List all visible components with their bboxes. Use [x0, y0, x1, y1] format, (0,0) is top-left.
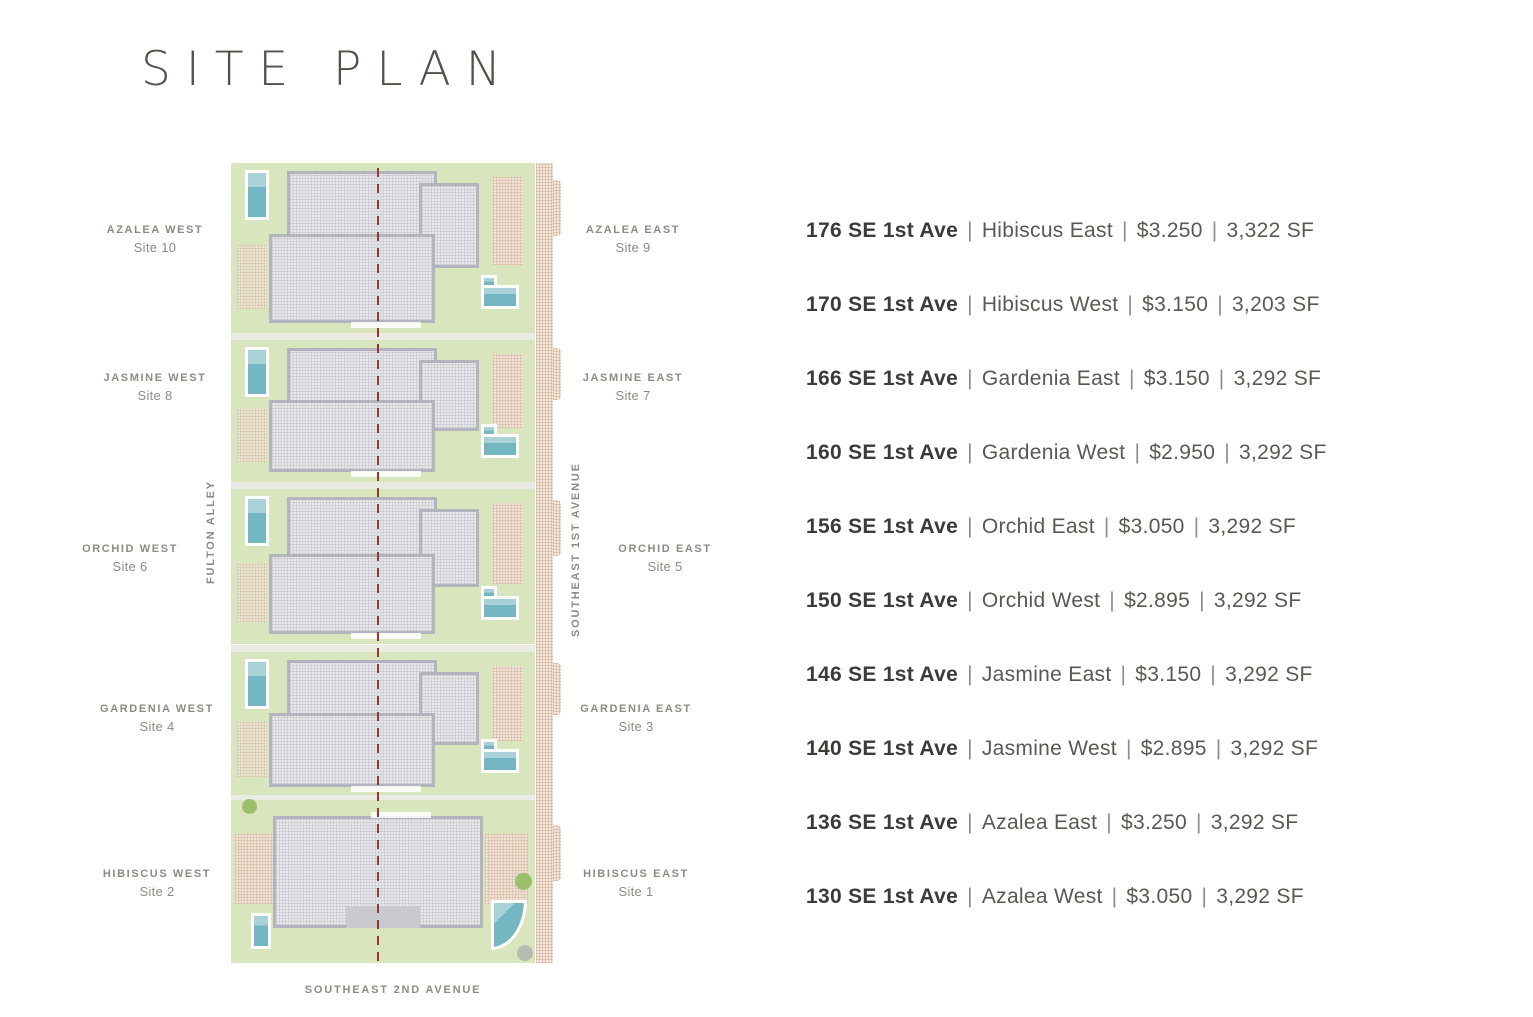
pool-east	[481, 586, 519, 620]
listing-address: 170 SE 1st Ave	[806, 293, 959, 316]
site-label-name: HIBISCUS EAST	[583, 868, 689, 880]
listing-separator: |	[1224, 441, 1230, 464]
paver-patch	[493, 354, 523, 428]
listing-square-footage: 3,292 SF	[1213, 589, 1302, 612]
site-label-name: AZALEA EAST	[585, 224, 681, 236]
street-label-southeast-1st-avenue: SOUTHEAST 1ST AVENUE	[570, 462, 582, 637]
site-label-number: Site 2	[139, 884, 175, 899]
pool-east-base	[481, 749, 519, 773]
site-label-number: Site 1	[618, 884, 654, 899]
property-divider-line	[377, 168, 379, 963]
listing-separator: |	[1218, 367, 1225, 390]
listing-address: 156 SE 1st Ave	[806, 515, 959, 538]
listing-square-footage: 3,292 SF	[1230, 737, 1319, 760]
walkway-strip	[371, 812, 431, 818]
listing-separator: |	[967, 811, 973, 834]
listing-separator: |	[967, 885, 973, 908]
listing-row	[806, 514, 1296, 540]
building-footprint-south	[269, 713, 435, 787]
listing-row	[806, 810, 1298, 836]
listing-price: $2.950	[1149, 441, 1216, 464]
tree-icon	[515, 873, 532, 890]
listing-separator: |	[1210, 663, 1217, 686]
listing-separator: |	[1111, 885, 1118, 908]
walkway-strip	[351, 786, 421, 792]
site-label-azalea-west	[50, 224, 260, 255]
listing-separator: |	[1196, 811, 1202, 834]
listing-residence-name: Azalea West	[981, 885, 1103, 908]
listing-price: $3.150	[1142, 293, 1209, 316]
listing-separator: |	[1120, 663, 1127, 686]
listing-residence-name: Azalea East	[981, 811, 1098, 834]
page-title: SITE PLAN	[141, 42, 516, 97]
listing-price: $3.250	[1120, 811, 1188, 834]
lot-block-jasmine	[231, 340, 535, 482]
listing-separator: |	[967, 293, 973, 316]
site-label-name: ORCHID WEST	[82, 543, 178, 555]
listing-residence-name: Hibiscus East	[981, 219, 1113, 242]
paver-patch	[237, 563, 267, 622]
street-label-southeast-2nd-avenue: SOUTHEAST 2ND AVENUE	[304, 984, 482, 996]
site-label-number: Site 9	[615, 240, 651, 255]
listing-separator: |	[967, 589, 973, 612]
listing-residence-name: Orchid West	[981, 589, 1101, 612]
listing-price: $3.050	[1118, 515, 1185, 538]
site-label-number: Site 10	[133, 240, 177, 255]
listing-address: 140 SE 1st Ave	[806, 737, 959, 760]
pool-east	[481, 424, 519, 458]
building-entry-bump	[346, 906, 420, 928]
listing-square-footage: 3,292 SF	[1208, 515, 1297, 538]
listing-separator: |	[1109, 589, 1116, 612]
listing-separator: |	[967, 515, 973, 538]
listing-price: $3.150	[1143, 367, 1210, 390]
listing-square-footage: 3,322 SF	[1226, 219, 1315, 242]
pool-east	[481, 739, 519, 773]
listing-address: 146 SE 1st Ave	[806, 663, 959, 686]
site-label-name: GARDENIA EAST	[580, 703, 692, 715]
building-footprint-south	[269, 400, 435, 472]
listing-address: 130 SE 1st Ave	[806, 885, 959, 908]
site-label-hibiscus-east	[531, 868, 741, 899]
listing-price: $3.150	[1135, 663, 1202, 686]
pool-west	[245, 659, 269, 709]
pool-east-base	[481, 596, 519, 620]
paver-patch	[493, 177, 523, 265]
listing-separator: |	[1106, 811, 1112, 834]
listing-separator: |	[1215, 737, 1222, 760]
walkway-strip	[351, 471, 421, 477]
site-label-number: Site 5	[647, 559, 683, 574]
walkway-strip	[351, 322, 421, 328]
tree-icon	[517, 945, 533, 961]
site-label-number: Site 7	[615, 388, 651, 403]
listing-row	[806, 292, 1320, 318]
listing-residence-name: Jasmine West	[981, 737, 1117, 760]
listing-residence-name: Hibiscus West	[981, 293, 1119, 316]
listing-square-footage: 3,292 SF	[1233, 367, 1322, 390]
listing-residence-name: Orchid East	[981, 515, 1095, 538]
site-label-jasmine-west	[50, 372, 260, 403]
listing-square-footage: 3,292 SF	[1216, 885, 1304, 908]
street-label-fulton-alley: FULTON ALLEY	[205, 480, 217, 585]
pool-hibiscus-west	[251, 913, 271, 949]
listing-row	[806, 366, 1321, 392]
listing-separator: |	[1134, 441, 1141, 464]
site-label-gardenia-west	[52, 703, 262, 734]
site-label-name: JASMINE WEST	[103, 372, 207, 384]
listing-separator: |	[1193, 515, 1200, 538]
listing-price: $2.895	[1140, 737, 1207, 760]
lot-block-orchid	[231, 489, 535, 644]
site-label-number: Site 8	[137, 388, 173, 403]
site-label-azalea-east	[528, 224, 738, 255]
listing-address: 136 SE 1st Ave	[806, 811, 959, 834]
listing-separator: |	[1201, 885, 1208, 908]
site-label-jasmine-east	[528, 372, 738, 403]
driveway-gap	[231, 333, 535, 340]
pool-east-base	[481, 434, 519, 458]
listing-address: 150 SE 1st Ave	[806, 589, 959, 612]
site-label-name: JASMINE EAST	[582, 372, 684, 384]
building-footprint-south	[269, 554, 435, 634]
listing-price: $2.895	[1124, 589, 1191, 612]
building-footprint-south	[269, 234, 435, 323]
paver-patch	[237, 408, 267, 462]
listing-row	[806, 662, 1313, 688]
listing-square-footage: 3,292 SF	[1210, 811, 1299, 834]
listing-row	[806, 588, 1301, 614]
site-label-name: GARDENIA WEST	[100, 703, 214, 715]
site-label-hibiscus-west	[52, 868, 262, 899]
listing-row	[806, 218, 1314, 244]
listing-separator: |	[1217, 293, 1223, 316]
listing-separator: |	[1211, 219, 1218, 242]
listing-square-footage: 3,292 SF	[1225, 663, 1313, 686]
lot-block-hibiscus	[231, 800, 535, 963]
listing-separator: |	[1103, 515, 1110, 538]
listing-separator: |	[967, 663, 973, 686]
listing-separator: |	[1121, 219, 1128, 242]
site-label-number: Site 6	[112, 559, 148, 574]
paver-patch	[493, 503, 523, 584]
lot-block-azalea	[231, 163, 535, 333]
pool-west	[245, 496, 269, 546]
site-label-name: AZALEA WEST	[106, 224, 204, 236]
pool-east-base	[481, 285, 519, 309]
driveway-gap	[231, 645, 535, 652]
listing-separator: |	[967, 219, 973, 242]
listing-residence-name: Gardenia East	[981, 367, 1120, 390]
listing-square-footage: 3,203 SF	[1231, 293, 1320, 316]
site-label-name: HIBISCUS WEST	[102, 868, 212, 880]
site-label-number: Site 4	[139, 719, 175, 734]
pool-east	[481, 275, 519, 309]
tree-icon	[242, 799, 257, 814]
listing-separator: |	[1129, 367, 1135, 390]
site-label-number: Site 3	[618, 719, 654, 734]
site-label-orchid-west	[25, 543, 235, 574]
paver-patch	[493, 666, 523, 741]
listing-separator: |	[1125, 737, 1132, 760]
site-label-name: ORCHID EAST	[618, 543, 712, 555]
listing-separator: |	[967, 737, 973, 760]
listing-row	[806, 736, 1318, 762]
site-label-orchid-east	[560, 543, 770, 574]
listing-residence-name: Jasmine East	[981, 663, 1112, 686]
listing-price: $3.050	[1126, 885, 1193, 908]
pool-hibiscus-east	[491, 900, 527, 950]
listing-square-footage: 3,292 SF	[1239, 441, 1327, 464]
listing-separator: |	[1127, 293, 1134, 316]
listing-separator: |	[1199, 589, 1205, 612]
listing-address: 160 SE 1st Ave	[806, 441, 959, 464]
pool-west	[245, 170, 269, 220]
site-label-gardenia-east	[531, 703, 741, 734]
listing-row	[806, 440, 1327, 466]
listing-residence-name: Gardenia West	[981, 441, 1126, 464]
listing-address: 176 SE 1st Ave	[806, 219, 959, 242]
listing-row	[806, 884, 1304, 910]
walkway-strip	[351, 633, 421, 639]
sidewalk-strip	[536, 163, 553, 963]
listing-separator: |	[967, 367, 973, 390]
lot-block-gardenia	[231, 652, 535, 797]
listing-address: 166 SE 1st Ave	[806, 367, 959, 390]
driveway-gap	[231, 482, 535, 489]
listing-separator: |	[967, 441, 973, 464]
listing-price: $3.250	[1136, 219, 1203, 242]
paver-patch	[485, 834, 529, 904]
